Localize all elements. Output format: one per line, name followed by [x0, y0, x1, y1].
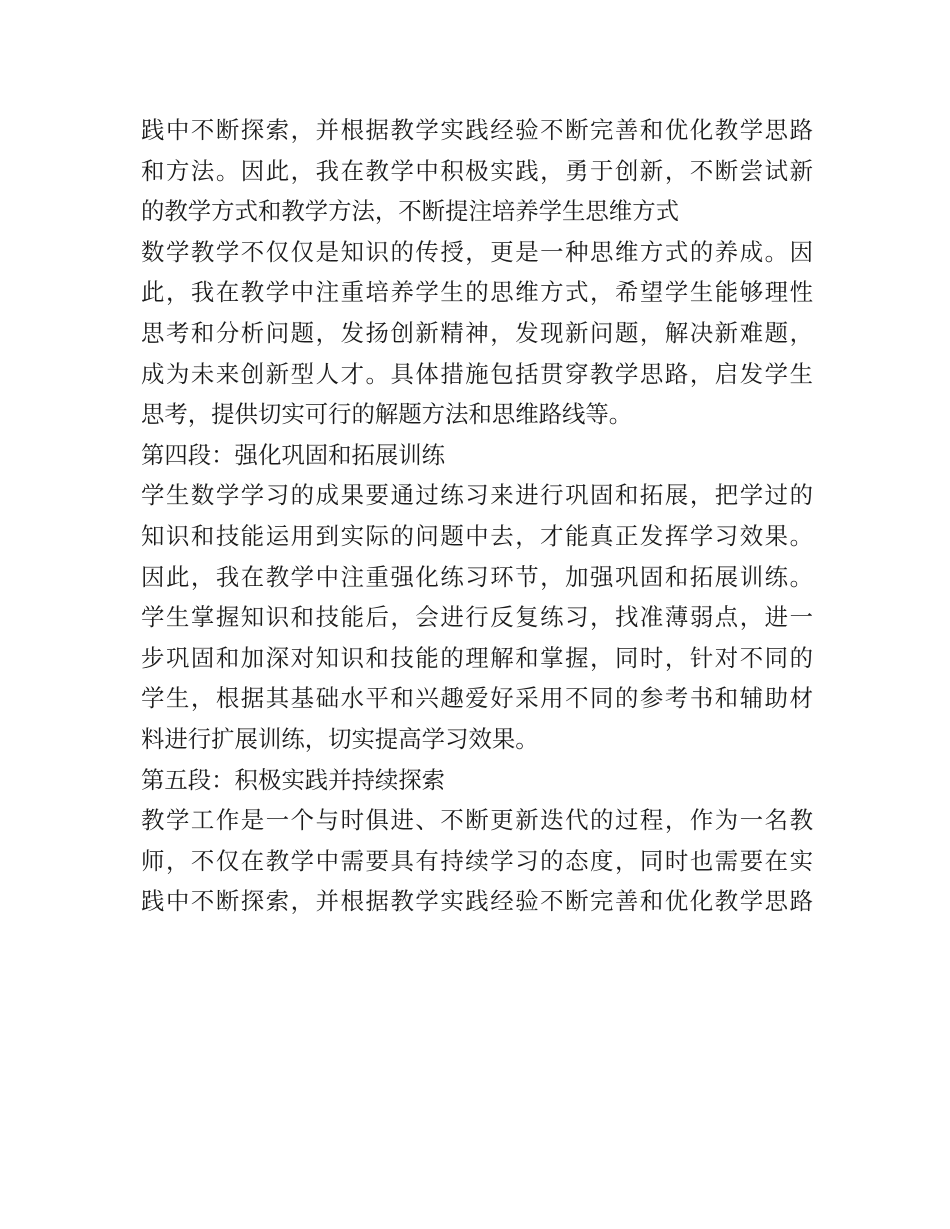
text-line: 步巩固和加深对知识和技能的理解和掌握，同时，针对不同的 — [141, 643, 813, 672]
text-line: 因此，我在教学中注重强化练习环节，加强巩固和拓展训练。 — [141, 562, 813, 591]
section-heading: 第五段：积极实践并持续探索 — [141, 765, 446, 794]
section-heading: 第四段：强化巩固和拓展训练 — [141, 440, 446, 469]
text-line: 思考，提供切实可行的解题方法和思维路线等。 — [141, 400, 633, 429]
text-line: 数学教学不仅仅是知识的传授，更是一种思维方式的养成。因 — [141, 237, 813, 266]
text-line: 学生，根据其基础水平和兴趣爱好采用不同的参考书和辅助材 — [141, 684, 813, 713]
text-line: 料进行扩展训练，切实提高学习效果。 — [141, 724, 539, 753]
text-line: 思考和分析问题，发扬创新精神，发现新问题，解决新难题， — [141, 318, 813, 347]
text-line: 学生数学学习的成果要通过练习来进行巩固和拓展，把学过的 — [141, 481, 813, 510]
text-line: 教学工作是一个与时俱进、不断更新迭代的过程，作为一名教 — [141, 806, 813, 835]
text-line: 成为未来创新型人才。具体措施包括贯穿教学思路，启发学生 — [141, 359, 813, 388]
text-line: 学生掌握知识和技能后，会进行反复练习，找准薄弱点，进一 — [141, 603, 813, 632]
text-line: 此，我在教学中注重培养学生的思维方式，希望学生能够理性 — [141, 278, 813, 307]
body-text — [141, 110, 813, 922]
text-line: 师，不仅在教学中需要具有持续学习的态度，同时也需要在实 — [141, 846, 813, 875]
text-line: 的教学方式和教学方法，不断提注培养学生思维方式 — [141, 197, 679, 226]
text-line: 和方法。因此，我在教学中积极实践，勇于创新，不断尝试新 — [141, 156, 813, 185]
text-line: 知识和技能运用到实际的问题中去，才能真正发挥学习效果。 — [141, 521, 813, 550]
text-line: 践中不断探索，并根据教学实践经验不断完善和优化教学思路 — [141, 887, 813, 916]
text-line: 践中不断探索，并根据教学实践经验不断完善和优化教学思路 — [141, 116, 813, 144]
